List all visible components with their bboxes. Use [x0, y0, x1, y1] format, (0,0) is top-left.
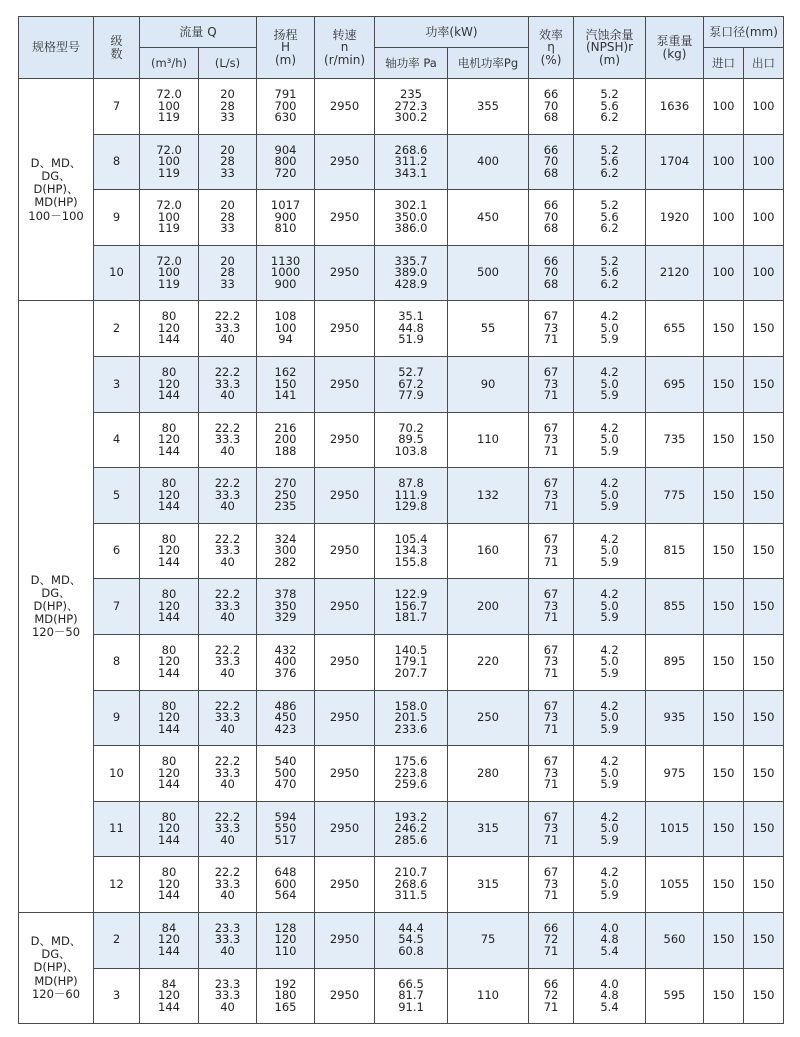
- flow-ls-cell: 22.2 33.3 40: [199, 746, 257, 802]
- inlet-cell: 150: [704, 801, 744, 857]
- efficiency-cell: 67 73 71: [529, 746, 574, 802]
- table-row: [19, 468, 784, 524]
- speed-cell: 2950: [315, 190, 375, 246]
- motor-power-cell: 250: [448, 690, 529, 746]
- shaft-power-cell: 210.7 268.6 311.5: [375, 857, 448, 913]
- speed-cell: 2950: [315, 523, 375, 579]
- efficiency-cell: 66 70 68: [529, 134, 574, 190]
- shaft-power-cell: 87.8 111.9 129.8: [375, 468, 448, 524]
- weight-cell: 815: [646, 523, 704, 579]
- table-row: [19, 412, 784, 468]
- inlet-cell: 100: [704, 190, 744, 246]
- header-stages: 级 数: [94, 17, 140, 79]
- inlet-cell: 150: [704, 412, 744, 468]
- head-cell: 904 800 720: [257, 134, 315, 190]
- efficiency-cell: 67 73 71: [529, 579, 574, 635]
- stage-cell: 6: [94, 523, 140, 579]
- speed-cell: 2950: [315, 356, 375, 412]
- head-cell: 486 450 423: [257, 690, 315, 746]
- stage-cell: 3: [94, 968, 140, 1024]
- model-cell: D、MD、DG、 D(HP)、 MD(HP) 120－60: [19, 912, 94, 1023]
- motor-power-cell: 400: [448, 134, 529, 190]
- flow-ls-cell: 22.2 33.3 40: [199, 690, 257, 746]
- flow-ls-cell: 23.3 33.3 40: [199, 912, 257, 968]
- npsh-cell: 4.2 5.0 5.9: [574, 523, 646, 579]
- inlet-cell: 150: [704, 634, 744, 690]
- stage-cell: 12: [94, 857, 140, 913]
- motor-power-cell: 75: [448, 912, 529, 968]
- motor-power-cell: 355: [448, 79, 529, 135]
- stage-cell: 2: [94, 301, 140, 357]
- outlet-cell: 150: [744, 412, 784, 468]
- npsh-cell: 4.2 5.0 5.9: [574, 412, 646, 468]
- stage-cell: 2: [94, 912, 140, 968]
- weight-cell: 1704: [646, 134, 704, 190]
- speed-cell: 2950: [315, 468, 375, 524]
- weight-cell: 935: [646, 690, 704, 746]
- efficiency-cell: 67 73 71: [529, 801, 574, 857]
- speed-cell: 2950: [315, 301, 375, 357]
- flow-m3h-cell: 84 120 144: [140, 912, 199, 968]
- motor-power-cell: 90: [448, 356, 529, 412]
- header-speed: 转速 n (r/min): [315, 17, 375, 79]
- table-row: [19, 968, 784, 1024]
- inlet-cell: 150: [704, 746, 744, 802]
- weight-cell: 560: [646, 912, 704, 968]
- inlet-cell: 150: [704, 356, 744, 412]
- shaft-power-cell: 122.9 156.7 181.7: [375, 579, 448, 635]
- npsh-cell: 4.2 5.0 5.9: [574, 468, 646, 524]
- flow-ls-cell: 22.2 33.3 40: [199, 634, 257, 690]
- speed-cell: 2950: [315, 134, 375, 190]
- header-flow: 流量 Q: [140, 17, 257, 48]
- head-cell: 324 300 282: [257, 523, 315, 579]
- efficiency-cell: 67 73 71: [529, 468, 574, 524]
- inlet-cell: 150: [704, 857, 744, 913]
- motor-power-cell: 500: [448, 245, 529, 301]
- weight-cell: 855: [646, 579, 704, 635]
- shaft-power-cell: 175.6 223.8 259.6: [375, 746, 448, 802]
- table-row: [19, 634, 784, 690]
- header-outlet: 出口: [744, 48, 784, 79]
- efficiency-cell: 67 73 71: [529, 412, 574, 468]
- motor-power-cell: 55: [448, 301, 529, 357]
- table-row: [19, 690, 784, 746]
- stage-cell: 11: [94, 801, 140, 857]
- shaft-power-cell: 335.7 389.0 428.9: [375, 245, 448, 301]
- motor-power-cell: 450: [448, 190, 529, 246]
- inlet-cell: 150: [704, 468, 744, 524]
- flow-m3h-cell: 80 120 144: [140, 356, 199, 412]
- npsh-cell: 4.2 5.0 5.9: [574, 857, 646, 913]
- weight-cell: 735: [646, 412, 704, 468]
- shaft-power-cell: 235 272.3 300.2: [375, 79, 448, 135]
- inlet-cell: 150: [704, 523, 744, 579]
- table-row: [19, 190, 784, 246]
- head-cell: 108 100 94: [257, 301, 315, 357]
- speed-cell: 2950: [315, 857, 375, 913]
- flow-ls-cell: 20 28 33: [199, 79, 257, 135]
- flow-m3h-cell: 80 120 144: [140, 746, 199, 802]
- head-cell: 1017 900 810: [257, 190, 315, 246]
- weight-cell: 595: [646, 968, 704, 1024]
- motor-power-cell: 132: [448, 468, 529, 524]
- speed-cell: 2950: [315, 968, 375, 1024]
- flow-m3h-cell: 80 120 144: [140, 523, 199, 579]
- flow-ls-cell: 22.2 33.3 40: [199, 579, 257, 635]
- speed-cell: 2950: [315, 79, 375, 135]
- stage-cell: 10: [94, 746, 140, 802]
- header-efficiency: 效率 η (%): [529, 17, 574, 79]
- shaft-power-cell: 70.2 89.5 103.8: [375, 412, 448, 468]
- npsh-cell: 4.2 5.0 5.9: [574, 301, 646, 357]
- npsh-cell: 5.2 5.6 6.2: [574, 190, 646, 246]
- inlet-cell: 100: [704, 245, 744, 301]
- motor-power-cell: 315: [448, 857, 529, 913]
- outlet-cell: 150: [744, 468, 784, 524]
- table-row: [19, 79, 784, 135]
- table-row: [19, 523, 784, 579]
- weight-cell: 775: [646, 468, 704, 524]
- table-row: [19, 134, 784, 190]
- flow-ls-cell: 22.2 33.3 40: [199, 801, 257, 857]
- flow-m3h-cell: 80 120 144: [140, 412, 199, 468]
- stage-cell: 3: [94, 356, 140, 412]
- pump-spec-table: [18, 16, 784, 1024]
- flow-ls-cell: 22.2 33.3 40: [199, 412, 257, 468]
- stage-cell: 9: [94, 190, 140, 246]
- efficiency-cell: 67 73 71: [529, 356, 574, 412]
- stage-cell: 7: [94, 79, 140, 135]
- flow-m3h-cell: 80 120 144: [140, 301, 199, 357]
- head-cell: 378 350 329: [257, 579, 315, 635]
- header-flow-m3h: (m³/h): [140, 48, 199, 79]
- inlet-cell: 150: [704, 690, 744, 746]
- npsh-cell: 4.2 5.0 5.9: [574, 690, 646, 746]
- flow-m3h-cell: 80 120 144: [140, 857, 199, 913]
- flow-m3h-cell: 80 120 144: [140, 579, 199, 635]
- flow-m3h-cell: 72.0 100 119: [140, 190, 199, 246]
- shaft-power-cell: 52.7 67.2 77.9: [375, 356, 448, 412]
- header-weight: 泵重量 (kg): [646, 17, 704, 79]
- table-row: [19, 801, 784, 857]
- shaft-power-cell: 268.6 311.2 343.1: [375, 134, 448, 190]
- table-row: [19, 356, 784, 412]
- header-head: 扬程 H (m): [257, 17, 315, 79]
- outlet-cell: 150: [744, 912, 784, 968]
- motor-power-cell: 220: [448, 634, 529, 690]
- header-diameter: 泵口径(mm): [704, 17, 784, 48]
- speed-cell: 2950: [315, 690, 375, 746]
- flow-m3h-cell: 80 120 144: [140, 468, 199, 524]
- head-cell: 1130 1000 900: [257, 245, 315, 301]
- npsh-cell: 5.2 5.6 6.2: [574, 245, 646, 301]
- inlet-cell: 100: [704, 134, 744, 190]
- npsh-cell: 4.2 5.0 5.9: [574, 579, 646, 635]
- flow-m3h-cell: 72.0 100 119: [140, 79, 199, 135]
- outlet-cell: 100: [744, 245, 784, 301]
- speed-cell: 2950: [315, 579, 375, 635]
- stage-cell: 5: [94, 468, 140, 524]
- outlet-cell: 150: [744, 801, 784, 857]
- npsh-cell: 4.2 5.0 5.9: [574, 356, 646, 412]
- inlet-cell: 150: [704, 912, 744, 968]
- shaft-power-cell: 105.4 134.3 155.8: [375, 523, 448, 579]
- shaft-power-cell: 302.1 350.0 386.0: [375, 190, 448, 246]
- outlet-cell: 100: [744, 190, 784, 246]
- shaft-power-cell: 158.0 201.5 233.6: [375, 690, 448, 746]
- shaft-power-cell: 193.2 246.2 285.6: [375, 801, 448, 857]
- header-flow-ls: (L/s): [199, 48, 257, 79]
- header-shaft-power: 轴功率 Pa: [375, 48, 448, 79]
- efficiency-cell: 66 70 68: [529, 245, 574, 301]
- flow-ls-cell: 22.2 33.3 40: [199, 356, 257, 412]
- inlet-cell: 150: [704, 579, 744, 635]
- table-row: [19, 912, 784, 968]
- head-cell: 791 700 630: [257, 79, 315, 135]
- weight-cell: 695: [646, 356, 704, 412]
- stage-cell: 7: [94, 579, 140, 635]
- npsh-cell: 4.2 5.0 5.9: [574, 746, 646, 802]
- weight-cell: 1920: [646, 190, 704, 246]
- outlet-cell: 150: [744, 690, 784, 746]
- efficiency-cell: 66 72 71: [529, 968, 574, 1024]
- outlet-cell: 150: [744, 968, 784, 1024]
- header-motor-power: 电机功率Pg: [448, 48, 529, 79]
- outlet-cell: 150: [744, 356, 784, 412]
- motor-power-cell: 315: [448, 801, 529, 857]
- weight-cell: 1055: [646, 857, 704, 913]
- efficiency-cell: 67 73 71: [529, 690, 574, 746]
- stage-cell: 8: [94, 134, 140, 190]
- head-cell: 216 200 188: [257, 412, 315, 468]
- outlet-cell: 150: [744, 301, 784, 357]
- flow-ls-cell: 22.2 33.3 40: [199, 523, 257, 579]
- motor-power-cell: 110: [448, 412, 529, 468]
- flow-m3h-cell: 72.0 100 119: [140, 245, 199, 301]
- flow-m3h-cell: 72.0 100 119: [140, 134, 199, 190]
- header-model: 规格型号: [19, 17, 94, 79]
- outlet-cell: 150: [744, 857, 784, 913]
- stage-cell: 10: [94, 245, 140, 301]
- head-cell: 432 400 376: [257, 634, 315, 690]
- flow-m3h-cell: 84 120 144: [140, 968, 199, 1024]
- speed-cell: 2950: [315, 801, 375, 857]
- model-cell: D、MD、DG、 D(HP)、 MD(HP) 120－50: [19, 301, 94, 913]
- npsh-cell: 4.2 5.0 5.9: [574, 634, 646, 690]
- stage-cell: 4: [94, 412, 140, 468]
- header-power: 功率(kW): [375, 17, 529, 48]
- speed-cell: 2950: [315, 245, 375, 301]
- head-cell: 594 550 517: [257, 801, 315, 857]
- head-cell: 270 250 235: [257, 468, 315, 524]
- head-cell: 128 120 110: [257, 912, 315, 968]
- head-cell: 162 150 141: [257, 356, 315, 412]
- motor-power-cell: 160: [448, 523, 529, 579]
- table-row: [19, 301, 784, 357]
- head-cell: 648 600 564: [257, 857, 315, 913]
- outlet-cell: 150: [744, 579, 784, 635]
- flow-ls-cell: 22.2 33.3 40: [199, 468, 257, 524]
- outlet-cell: 150: [744, 634, 784, 690]
- motor-power-cell: 110: [448, 968, 529, 1024]
- stage-cell: 9: [94, 690, 140, 746]
- flow-ls-cell: 22.2 33.3 40: [199, 301, 257, 357]
- flow-ls-cell: 20 28 33: [199, 190, 257, 246]
- table-header: [19, 17, 784, 79]
- efficiency-cell: 66 72 71: [529, 912, 574, 968]
- table-row: [19, 245, 784, 301]
- table-row: [19, 746, 784, 802]
- shaft-power-cell: 66.5 81.7 91.1: [375, 968, 448, 1024]
- outlet-cell: 100: [744, 134, 784, 190]
- flow-ls-cell: 22.2 33.3 40: [199, 857, 257, 913]
- weight-cell: 975: [646, 746, 704, 802]
- efficiency-cell: 66 70 68: [529, 190, 574, 246]
- efficiency-cell: 67 73 71: [529, 634, 574, 690]
- weight-cell: 1015: [646, 801, 704, 857]
- shaft-power-cell: 35.1 44.8 51.9: [375, 301, 448, 357]
- speed-cell: 2950: [315, 746, 375, 802]
- npsh-cell: 5.2 5.6 6.2: [574, 79, 646, 135]
- weight-cell: 895: [646, 634, 704, 690]
- header-inlet: 进口: [704, 48, 744, 79]
- inlet-cell: 100: [704, 79, 744, 135]
- outlet-cell: 150: [744, 746, 784, 802]
- flow-ls-cell: 20 28 33: [199, 134, 257, 190]
- efficiency-cell: 67 73 71: [529, 857, 574, 913]
- inlet-cell: 150: [704, 301, 744, 357]
- speed-cell: 2950: [315, 412, 375, 468]
- weight-cell: 1636: [646, 79, 704, 135]
- flow-ls-cell: 20 28 33: [199, 245, 257, 301]
- table-body: [19, 79, 784, 1024]
- motor-power-cell: 200: [448, 579, 529, 635]
- outlet-cell: 100: [744, 79, 784, 135]
- table-row: [19, 579, 784, 635]
- efficiency-cell: 66 70 68: [529, 79, 574, 135]
- motor-power-cell: 280: [448, 746, 529, 802]
- weight-cell: 655: [646, 301, 704, 357]
- model-cell: D、MD、DG、 D(HP)、 MD(HP) 100－100: [19, 79, 94, 301]
- npsh-cell: 5.2 5.6 6.2: [574, 134, 646, 190]
- table-row: [19, 857, 784, 913]
- inlet-cell: 150: [704, 968, 744, 1024]
- npsh-cell: 4.2 5.0 5.9: [574, 801, 646, 857]
- outlet-cell: 150: [744, 523, 784, 579]
- header-npsh: 汽蚀余量 (NPSH)r (m): [574, 17, 646, 79]
- head-cell: 192 180 165: [257, 968, 315, 1024]
- efficiency-cell: 67 73 71: [529, 523, 574, 579]
- head-cell: 540 500 470: [257, 746, 315, 802]
- speed-cell: 2950: [315, 912, 375, 968]
- flow-m3h-cell: 80 120 144: [140, 801, 199, 857]
- flow-m3h-cell: 80 120 144: [140, 634, 199, 690]
- shaft-power-cell: 44.4 54.5 60.8: [375, 912, 448, 968]
- efficiency-cell: 67 73 71: [529, 301, 574, 357]
- npsh-cell: 4.0 4.8 5.4: [574, 968, 646, 1024]
- npsh-cell: 4.0 4.8 5.4: [574, 912, 646, 968]
- shaft-power-cell: 140.5 179.1 207.7: [375, 634, 448, 690]
- speed-cell: 2950: [315, 634, 375, 690]
- flow-ls-cell: 23.3 33.3 40: [199, 968, 257, 1024]
- flow-m3h-cell: 80 120 144: [140, 690, 199, 746]
- weight-cell: 2120: [646, 245, 704, 301]
- stage-cell: 8: [94, 634, 140, 690]
